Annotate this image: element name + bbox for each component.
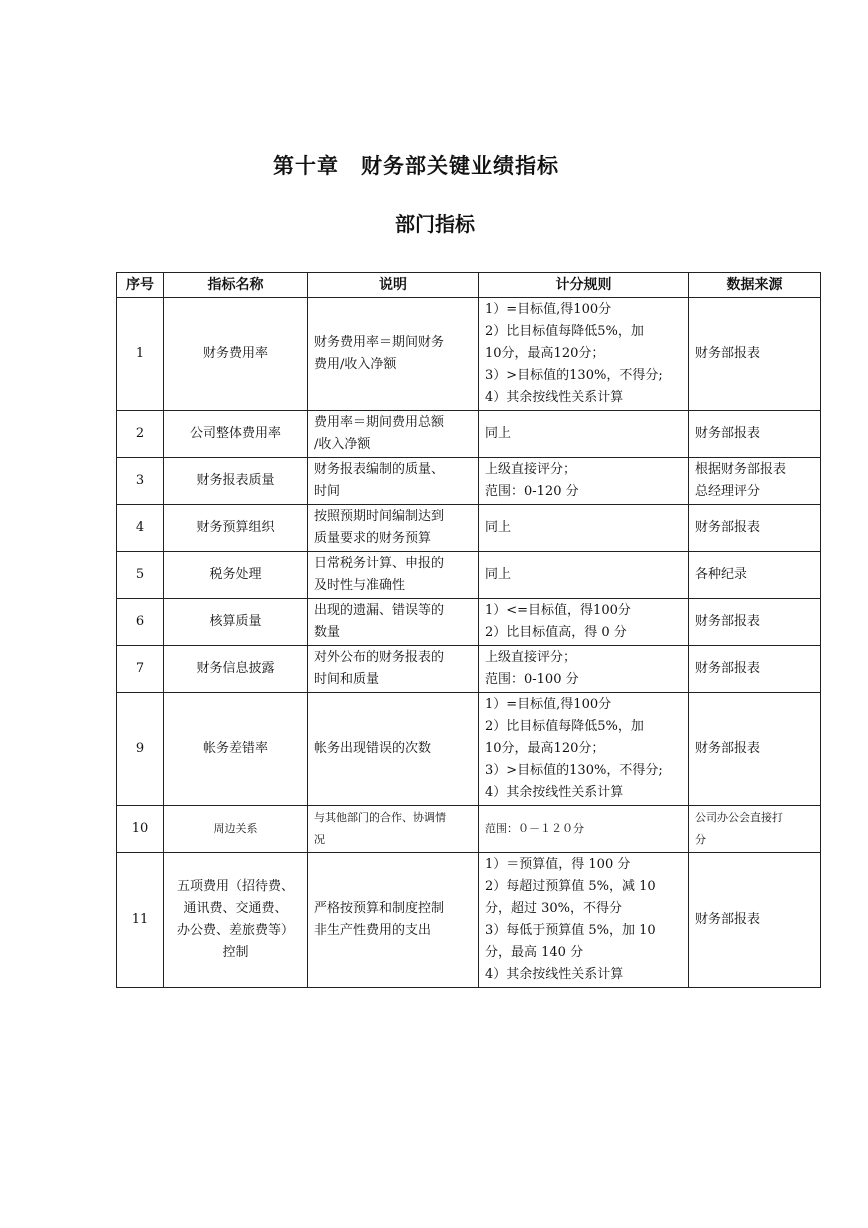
cell-rule-line: 范围：０－１２０分 (485, 822, 584, 835)
cell-source-line: 财务部报表 (695, 661, 761, 676)
cell-desc-line: /收入净额 (314, 437, 371, 452)
cell-name-line: 控制 (222, 945, 249, 960)
cell-rule-line: 1）=目标值,得100分 (485, 697, 612, 712)
cell-desc (308, 298, 479, 411)
cell-no: 9 (117, 693, 164, 806)
cell-name-line: 财务报表质量 (196, 473, 275, 488)
table-row (117, 505, 821, 552)
cell-no: 10 (117, 806, 164, 853)
cell-rule-line: 2）比目标值每降低5%，加 (485, 324, 644, 339)
cell-name (164, 693, 308, 806)
cell-rule (479, 505, 689, 552)
cell-desc (308, 411, 479, 458)
cell-desc (308, 806, 479, 853)
cell-rule (479, 298, 689, 411)
cell-desc (308, 505, 479, 552)
table-body (117, 298, 821, 988)
cell-rule (479, 411, 689, 458)
cell-no: 1 (117, 298, 164, 411)
cell-no: 11 (117, 853, 164, 988)
cell-desc-line: 及时性与准确性 (314, 578, 406, 593)
cell-source (689, 552, 821, 599)
cell-name-line: 通讯费、交通费、 (183, 901, 288, 916)
cell-rule-line: 4）其余按线性关系计算 (485, 785, 624, 800)
cell-rule-line: 10分，最高120分； (485, 741, 605, 756)
cell-source-line: 财务部报表 (695, 520, 761, 535)
cell-desc-line: 时间 (314, 484, 341, 499)
cell-name (164, 599, 308, 646)
cell-rule-line: 分，最高 140 分 (485, 945, 584, 960)
cell-no: 7 (117, 646, 164, 693)
cell-desc-line: 数量 (314, 625, 341, 640)
cell-rule-line: 3）>目标值的130%，不得分; (485, 763, 663, 778)
cell-desc-line: 非生产性费用的支出 (314, 923, 432, 938)
cell-desc-line: 按照预期时间编制达到 (314, 509, 445, 524)
cell-rule-line: 10分，最高120分； (485, 346, 605, 361)
cell-rule-line: 同上 (485, 567, 512, 582)
header-name: 指标名称 (164, 273, 308, 298)
cell-desc (308, 458, 479, 505)
cell-name (164, 298, 308, 411)
cell-source-line: 财务部报表 (695, 426, 761, 441)
table-row (117, 411, 821, 458)
cell-desc-line: 日常税务计算、申报的 (314, 556, 445, 571)
cell-rule-line: 1）<=目标值，得100分 (485, 603, 631, 618)
kpi-table (116, 272, 821, 988)
cell-name (164, 646, 308, 693)
cell-source-line: 公司办公会直接打 (695, 811, 783, 824)
header-desc: 说明 (308, 273, 479, 298)
cell-rule-line: 3）每低于预算值 5%，加 10 (485, 923, 656, 938)
cell-rule-line: 2）比目标值每降低5%，加 (485, 719, 644, 734)
cell-rule-line: 同上 (485, 520, 512, 535)
cell-source (689, 298, 821, 411)
cell-source (689, 853, 821, 988)
cell-name-line: 税务处理 (209, 567, 262, 582)
cell-name-line: 周边关系 (213, 822, 258, 835)
cell-name (164, 458, 308, 505)
cell-desc (308, 693, 479, 806)
cell-source (689, 505, 821, 552)
cell-rule (479, 806, 689, 853)
table-row (117, 458, 821, 505)
table-row (117, 693, 821, 806)
section-title: 部门指标 (395, 212, 475, 236)
cell-source (689, 646, 821, 693)
cell-rule-line: 分，超过 30%，不得分 (485, 901, 623, 916)
cell-desc-line: 况 (314, 833, 325, 846)
cell-name (164, 505, 308, 552)
cell-source-line: 财务部报表 (695, 741, 761, 756)
cell-rule-line: 范围：0-100 分 (485, 672, 579, 687)
cell-rule (479, 599, 689, 646)
cell-rule-line: 上级直接评分； (485, 650, 577, 665)
cell-desc-line: 出现的遗漏、错误等的 (314, 603, 445, 618)
cell-rule (479, 552, 689, 599)
cell-rule-line: 1）=目标值,得100分 (485, 302, 612, 317)
table-row (117, 646, 821, 693)
table-row (117, 806, 821, 853)
cell-name (164, 552, 308, 599)
header-no: 序号 (117, 273, 164, 298)
cell-desc-line: 帐务出现错误的次数 (314, 741, 432, 756)
cell-source (689, 411, 821, 458)
cell-name-line: 五项费用（招待费、 (176, 879, 294, 894)
cell-source-line: 财务部报表 (695, 912, 761, 927)
cell-desc-line: 严格按预算和制度控制 (314, 901, 445, 916)
cell-source-line: 各种纪录 (695, 567, 748, 582)
table-row (117, 298, 821, 411)
cell-rule (479, 646, 689, 693)
cell-source-line: 分 (695, 833, 706, 846)
header-rule: 计分规则 (479, 273, 689, 298)
cell-desc-line: 与其他部门的合作、协调情 (314, 811, 446, 824)
cell-no: 3 (117, 458, 164, 505)
chapter-title: 第十章 财务部关键业绩指标 (273, 154, 559, 178)
cell-rule-line: 2）每超过预算值 5%，减 10 (485, 879, 656, 894)
cell-rule-line: 2）比目标值高，得 0 分 (485, 625, 627, 640)
cell-rule (479, 853, 689, 988)
table-row (117, 552, 821, 599)
cell-desc-line: 财务费用率＝期间财务 (314, 335, 445, 350)
cell-rule-line: 上级直接评分； (485, 462, 577, 477)
cell-rule-line: 同上 (485, 426, 512, 441)
cell-source (689, 693, 821, 806)
cell-name-line: 帐务差错率 (202, 741, 268, 756)
cell-name (164, 853, 308, 988)
cell-desc-line: 费用率＝期间费用总额 (314, 415, 445, 430)
cell-rule (479, 693, 689, 806)
table-row (117, 853, 821, 988)
cell-source (689, 599, 821, 646)
cell-desc-line: 财务报表编制的质量、 (314, 462, 445, 477)
cell-no: 2 (117, 411, 164, 458)
cell-desc (308, 853, 479, 988)
cell-desc-line: 对外公布的财务报表的 (314, 650, 445, 665)
cell-rule-line: 范围：0-120 分 (485, 484, 579, 499)
cell-rule-line: 4）其余按线性关系计算 (485, 390, 624, 405)
cell-name-line: 公司整体费用率 (189, 426, 281, 441)
cell-name (164, 411, 308, 458)
header-source: 数据来源 (689, 273, 821, 298)
cell-no: 5 (117, 552, 164, 599)
cell-no: 6 (117, 599, 164, 646)
cell-name-line: 财务预算组织 (196, 520, 275, 535)
cell-rule (479, 458, 689, 505)
cell-name-line: 办公费、差旅费等） (176, 923, 294, 938)
cell-rule-line: 1）＝预算值，得 100 分 (485, 857, 631, 872)
cell-source-line: 财务部报表 (695, 614, 761, 629)
cell-source-line: 财务部报表 (695, 346, 761, 361)
cell-name-line: 财务信息披露 (196, 661, 275, 676)
cell-source-line: 总经理评分 (695, 484, 761, 499)
cell-desc (308, 552, 479, 599)
table-header-row (117, 273, 821, 298)
cell-rule-line: 3）>目标值的130%，不得分; (485, 368, 663, 383)
cell-desc-line: 时间和质量 (314, 672, 380, 687)
cell-desc-line: 质量要求的财务预算 (314, 531, 432, 546)
cell-desc (308, 646, 479, 693)
cell-desc (308, 599, 479, 646)
cell-name-line: 核算质量 (209, 614, 262, 629)
cell-source-line: 根据财务部报表 (695, 462, 787, 477)
cell-no: 4 (117, 505, 164, 552)
cell-source (689, 806, 821, 853)
cell-rule-line: 4）其余按线性关系计算 (485, 967, 624, 982)
cell-name (164, 806, 308, 853)
cell-source (689, 458, 821, 505)
table-row (117, 599, 821, 646)
cell-desc-line: 费用/收入净额 (314, 357, 397, 372)
cell-name-line: 财务费用率 (202, 346, 268, 361)
